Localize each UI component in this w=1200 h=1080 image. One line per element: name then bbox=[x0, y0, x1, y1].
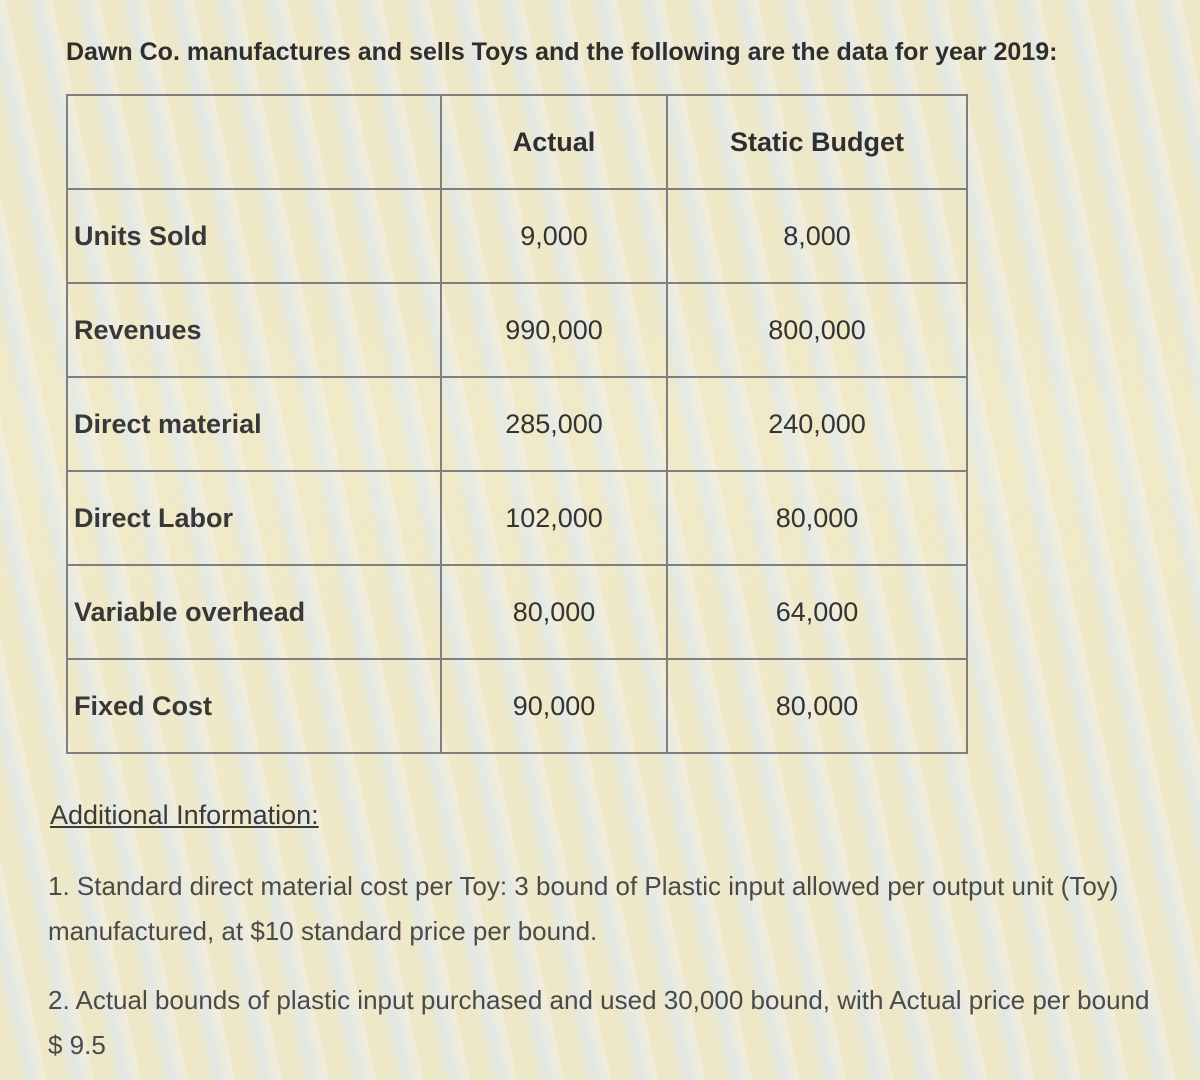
document-heading: Dawn Co. manufactures and sells Toys and the following are the data for year 2019: bbox=[66, 38, 1058, 66]
header-actual: Actual bbox=[441, 95, 667, 189]
actual-value: 90,000 bbox=[441, 659, 667, 753]
budget-value: 80,000 bbox=[667, 471, 967, 565]
table-row bbox=[67, 471, 967, 565]
table-row bbox=[67, 659, 967, 753]
budget-value: 80,000 bbox=[667, 659, 967, 753]
budget-value: 8,000 bbox=[667, 189, 967, 283]
row-label: Revenues bbox=[67, 283, 441, 377]
actual-value: 9,000 bbox=[441, 189, 667, 283]
actual-value: 990,000 bbox=[441, 283, 667, 377]
data-table bbox=[66, 94, 968, 754]
row-label: Direct Labor bbox=[67, 471, 441, 565]
additional-info-item: 2. Actual bounds of plastic input purchased and used 30,000 bound, with Actual price per bound $ 9.5 bbox=[48, 985, 1150, 1060]
table-header-row bbox=[67, 95, 967, 189]
row-label: Units Sold bbox=[67, 189, 441, 283]
table-row bbox=[67, 377, 967, 471]
actual-value: 285,000 bbox=[441, 377, 667, 471]
row-label: Direct material bbox=[67, 377, 441, 471]
additional-info-item: 1. Standard direct material cost per Toy: 3 bound of Plastic input allowed per output unit (Toy) manufactured, at $10 standard price per bound. bbox=[48, 871, 1119, 946]
table-row bbox=[67, 565, 967, 659]
budget-value: 64,000 bbox=[667, 565, 967, 659]
additional-info-title: Additional Information: bbox=[50, 800, 319, 830]
table-row bbox=[67, 283, 967, 377]
actual-value: 80,000 bbox=[441, 565, 667, 659]
budget-value: 800,000 bbox=[667, 283, 967, 377]
row-label: Variable overhead bbox=[67, 565, 441, 659]
budget-value: 240,000 bbox=[667, 377, 967, 471]
table-row bbox=[67, 189, 967, 283]
row-label: Fixed Cost bbox=[67, 659, 441, 753]
actual-value: 102,000 bbox=[441, 471, 667, 565]
header-empty-cell bbox=[67, 95, 441, 189]
header-static-budget: Static Budget bbox=[667, 95, 967, 189]
